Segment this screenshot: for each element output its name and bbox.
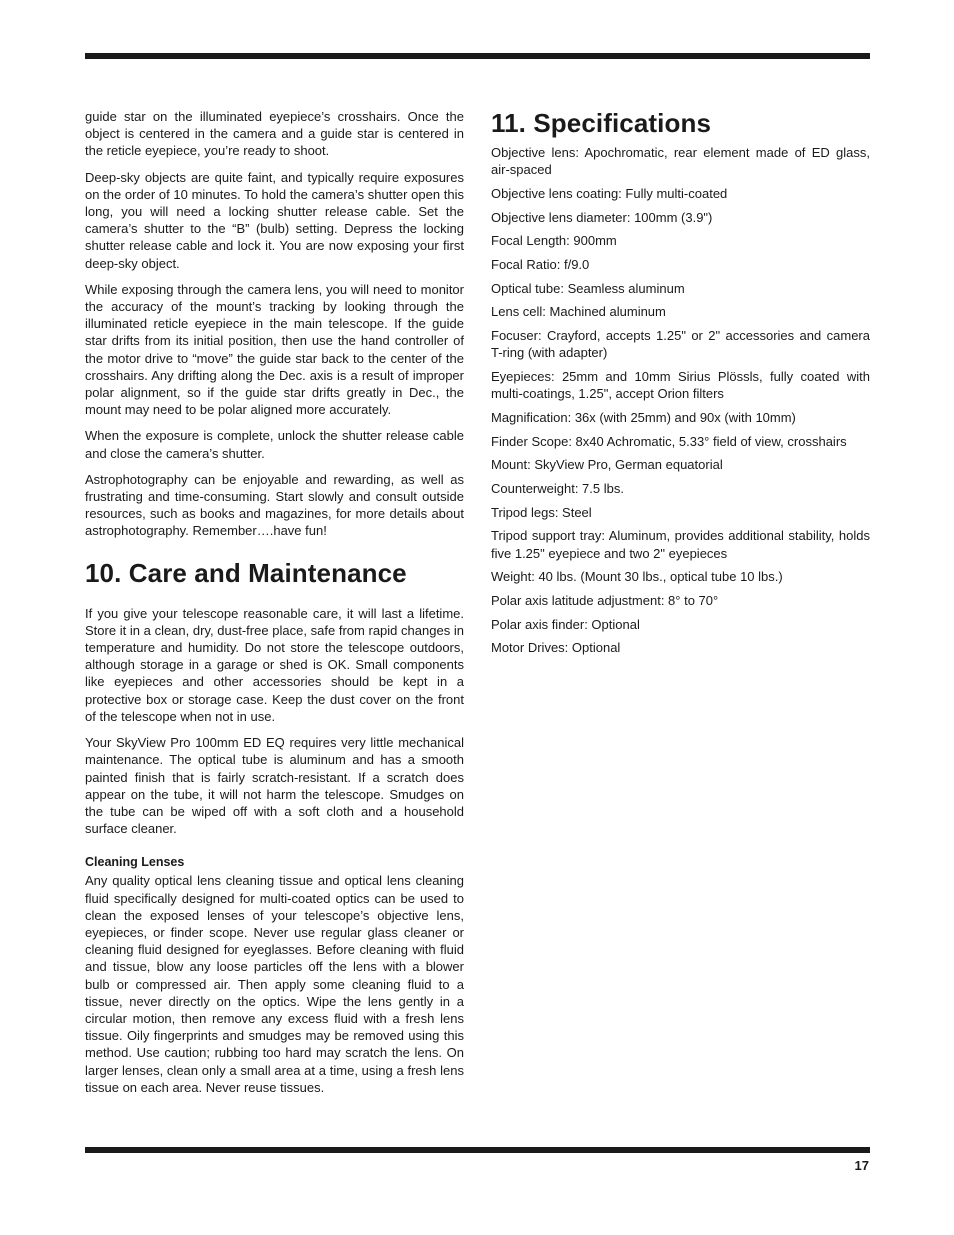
spec-item: Eyepieces: 25mm and 10mm Sirius Plössls, fully coated with multi-coatings, 1.25", accept Orion filters — [491, 369, 870, 402]
spec-item: Mount: SkyView Pro, German equatorial — [491, 457, 723, 473]
spec-item: Tripod support tray: Aluminum, provides additional stability, holds five 1.25" eyepiece and two 2" eyepieces — [491, 528, 870, 561]
spec-item: Finder Scope: 8x40 Achromatic, 5.33° field of view, crosshairs — [491, 433, 847, 449]
spec-item: Focal Ratio: f/9.0 — [491, 257, 590, 273]
section-heading-care: 10. Care and Maintenance — [85, 557, 407, 588]
spec-list — [491, 144, 870, 657]
top-rule — [85, 53, 870, 59]
spec-item: Lens cell: Machined aluminum — [491, 304, 666, 320]
spec-item: Tripod legs: Steel — [491, 504, 592, 520]
paragraph: When the exposure is complete, unlock the shutter release cable and close the camera’s shutter. — [85, 428, 464, 461]
spec-item: Polar axis finder: Optional — [491, 616, 640, 632]
spec-item: Objective lens: Apochromatic, rear element made of ED glass, air-spaced — [491, 145, 870, 178]
paragraph: Astrophotography can be enjoyable and rewarding, as well as frustrating and time-consuming. Start slowly and consult outside resources, such as books and magazines, for more details about astrophotography. Remember….have fun! — [85, 471, 464, 539]
spec-item: Polar axis latitude adjustment: 8° to 70° — [491, 593, 719, 609]
left-column — [85, 108, 464, 1105]
page-number: 17 — [854, 1158, 869, 1173]
spec-item: Focal Length: 900mm — [491, 233, 617, 249]
paragraph: Any quality optical lens cleaning tissue and optical lens cleaning fluid specifically designed for multi-coated optics can be used to clean the exposed lenses of your telescope’s objective lens, eyepieces, or finder scope. Never use regular glass cleaner or cleaning fluid designed for eyeglasses. Before cleaning with fluid and tissue, blow any loose particles off the lens with a blower bulb or compressed air. Then apply some cleaning fluid to a tissue, never directly on the optics. Wipe the lens gently in a circular motion, then remove any excess fluid with a fresh lens tissue. Oily fingerprints and smudges may be removed using this method. Use caution; rubbing too hard may scratch the lens. On larger lenses, clean only a small area at a time, using a fresh lens tissue on each area. Never reuse tissues. — [85, 873, 464, 1095]
paragraph: Your SkyView Pro 100mm ED EQ requires very little mechanical maintenance. The optical tube is aluminum and has a smooth painted finish that is fairly scratch-resistant. If a scratch does appear on the tube, it will not harm the telescope. Smudges on the tube can be wiped off with a soft cloth and a household surface cleaner. — [85, 735, 464, 837]
paragraph: While exposing through the camera lens, you will need to monitor the accuracy of the mount’s tracking by looking through the illuminated reticle eyepiece in the main telescope. If the guide star drifts from its initial position, then use the hand controller of the motor drive to “move” the guide star back to the center of the crosshairs. Any drifting along the Dec. axis is a result of improper polar alignment, so if the guide star drifts greatly in Dec., the mount may need to be polar aligned more accurately. — [85, 281, 464, 418]
spec-item: Objective lens coating: Fully multi-coated — [491, 185, 728, 201]
spec-item: Optical tube: Seamless aluminum — [491, 280, 685, 296]
paragraph: If you give your telescope reasonable care, it will last a lifetime. Store it in a clean, dry, dust-free place, safe from rapid changes in temperature and humidity. Do not store the telescope outdoors, although storage in a garage or shed is OK. Small components like eyepieces and other accessories should be kept in a protective box or storage case. Keep the dust cover on the front of the telescope when not in use. — [85, 605, 464, 724]
paragraph: guide star on the illuminated eyepiece’s crosshairs. Once the object is centered in the camera and a guide star is centered in the reticle eyepiece, you’re ready to shoot. — [85, 109, 464, 159]
subheading-cleaning-lenses: Cleaning Lenses — [85, 855, 185, 870]
paragraph: Deep-sky objects are quite faint, and typically require exposures on the order of 10 minutes. To hold the camera’s shutter open this long, you will need a locking shutter release cable. Set the camera’s shutter to the “B” (bulb) setting. Depress the locking shutter release cable and lock it. You are now exposing your first deep-sky object. — [85, 169, 464, 271]
section-heading-specifications: 11. Specifications — [491, 108, 712, 138]
spec-item: Focuser: Crayford, accepts 1.25" or 2" accessories and camera T-ring (with adapter) — [491, 328, 870, 361]
spec-item: Counterweight: 7.5 lbs. — [491, 481, 624, 497]
right-column — [491, 108, 870, 663]
spec-item: Magnification: 36x (with 25mm) and 90x (with 10mm) — [491, 409, 796, 425]
bottom-rule — [85, 1147, 870, 1153]
spec-item: Motor Drives: Optional — [491, 640, 621, 656]
spec-item: Weight: 40 lbs. (Mount 30 lbs., optical tube 10 lbs.) — [491, 569, 783, 585]
spec-item: Objective lens diameter: 100mm (3.9") — [491, 209, 713, 225]
